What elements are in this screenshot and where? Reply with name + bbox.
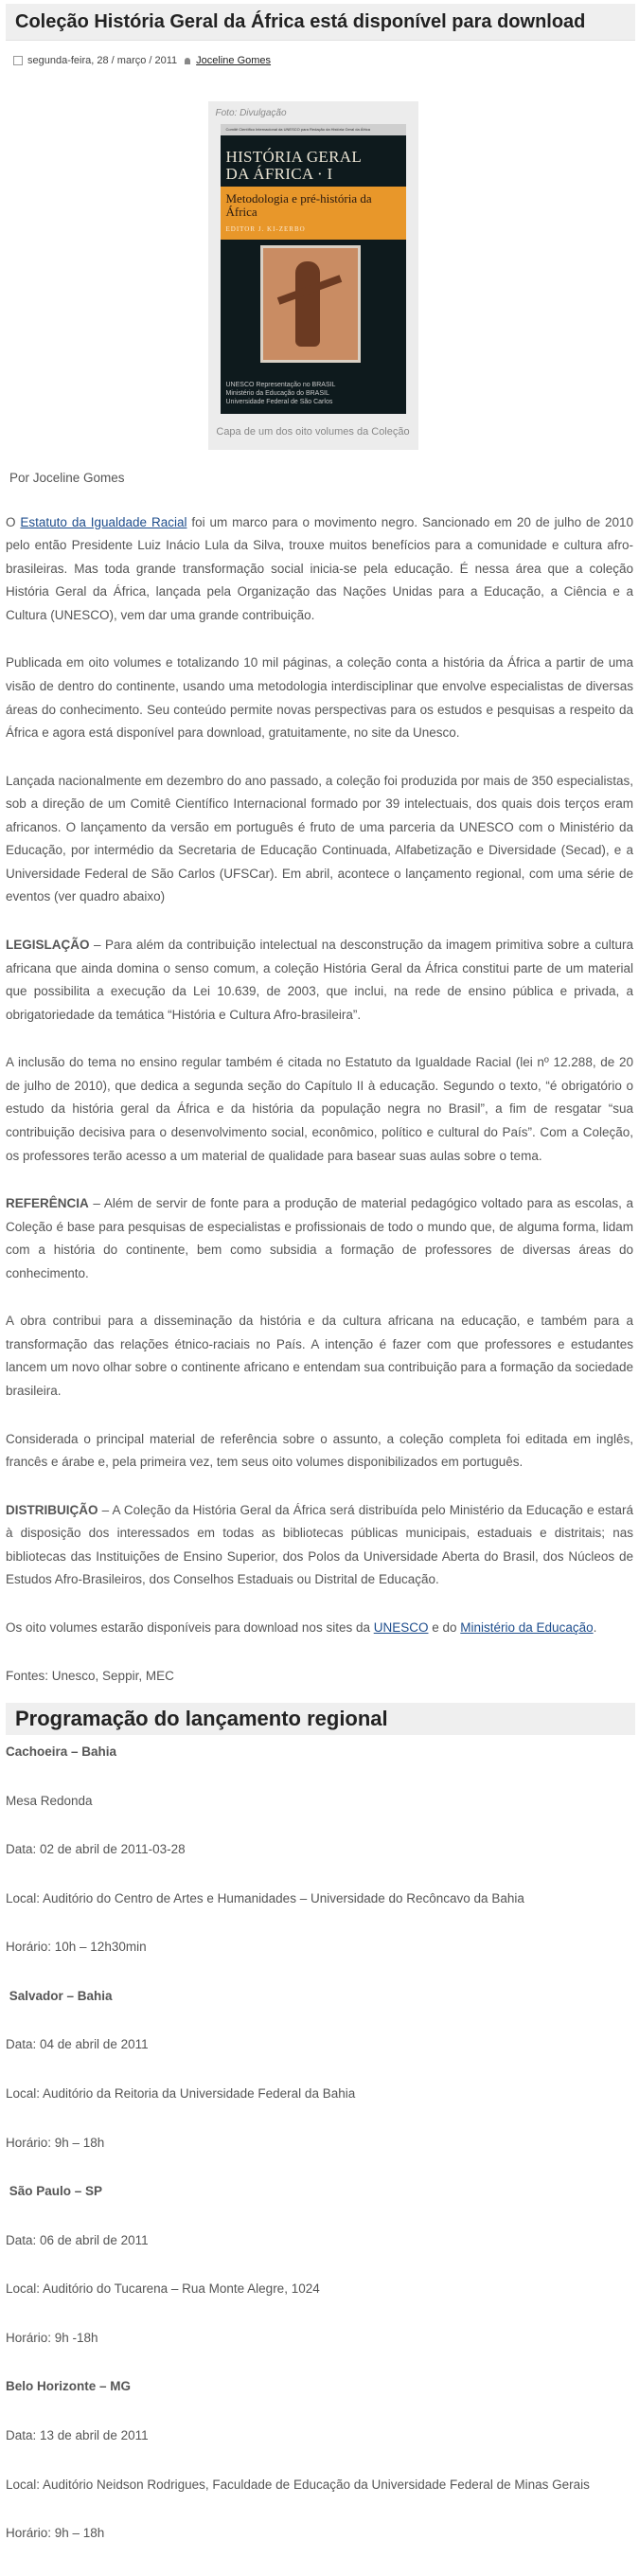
- mec-link[interactable]: Ministério da Educação: [460, 1619, 594, 1635]
- download-suffix: .: [593, 1619, 597, 1635]
- schedule: [6, 1741, 635, 2546]
- event-time: Horário: 10h – 12h30min: [6, 1940, 147, 1955]
- article-title: Coleção História Geral da África está disponível para download: [15, 11, 586, 32]
- figure: [208, 101, 418, 450]
- cover-title: [221, 135, 406, 183]
- figure-caption: Capa de um dos oito volumes da Coleção: [216, 426, 410, 438]
- legislacao-text: – Para além da contribuição intelectual na desconstrução da imagem primitiva sobre a cultura africana que ainda domina o senso comum, a coleção História Geral da África constitui parte de um material que possibilita a execução da Lei 10.639, de 2003, que inclui, na rede de ensino pública e privada, a obrigatoriedade da temática “História e Cultura Afro-brasileira”.: [6, 938, 633, 1022]
- calendar-icon: [13, 56, 23, 65]
- distribuicao-text: – A Coleção da História Geral da África será distribuída pelo Ministério da Educação e estará à disposição dos interessados em todas as bibliotecas públicas municipais, estaduais e distritais; nas bibliotecas das Instituições de Ensino Superior, dos Polos da Universidade Aberta do Brasil, dos Núcleos de Estudos Afro-Brasileiros, dos Conselhos Estaduais ou Distrital de Educação.: [6, 1502, 633, 1587]
- cover-footer-2: Ministério da Educação do BRASIL: [225, 390, 329, 397]
- section-title-bar: [6, 1703, 635, 1735]
- cover-title-line1: HISTÓRIA GERAL: [225, 148, 363, 166]
- paragraph-1: [6, 511, 633, 628]
- post-meta: [6, 41, 635, 75]
- cover-editor: EDITOR J. KI-ZERBO: [225, 225, 306, 233]
- book-cover-image[interactable]: [221, 124, 406, 414]
- author-link[interactable]: Joceline Gomes: [196, 55, 272, 67]
- cover-footer-3: Universidade Federal de São Carlos: [225, 399, 333, 405]
- user-icon: [185, 58, 190, 64]
- cover-footer: [226, 381, 336, 406]
- referencia-text: – Além de servir de fonte para a produção de material pedagógico voltado para as escolas, a Coleção é base para pesquisas de especialistas e profissionais de todo o mundo que, de alguma forma, lidam com a história do continente, bem como subsidia a formação de professores de diversas áreas do conhecimento.: [6, 1196, 633, 1280]
- title-bar: [6, 4, 635, 41]
- cover-footer-1: UNESCO Representação no BRASIL: [225, 382, 336, 388]
- post-date: segunda-feira, 28 / março / 2011: [27, 55, 178, 67]
- event-place: Local: Auditório do Tucarena – Rua Monte Alegre, 1024: [6, 2281, 320, 2297]
- event-place: Local: Auditório da Reitoria da Universidade Federal da Bahia: [6, 2086, 356, 2101]
- byline: Por Joceline Gomes: [9, 471, 125, 485]
- rock-art-figure: [295, 261, 320, 347]
- paragraph-2: Publicada em oito volumes e totalizando 10 mil páginas, a coleção conta a história da África a partir de uma visão de dentro do continente, usando uma metodologia interdisciplinar que envolve especialistas de diversas áreas do conhecimento. Seu conteúdo permite novas perspectivas para os estudos e pesquisas a respeito da África e agora está disponível para download, gratuitamente, no site da Unesco.: [6, 655, 633, 741]
- distribuicao-label: DISTRIBUIÇÃO: [6, 1502, 98, 1517]
- p1-prefix: O: [6, 514, 21, 529]
- event-city: [6, 1985, 635, 2009]
- unesco-link[interactable]: UNESCO: [373, 1619, 429, 1635]
- paragraph-legislacao: [6, 934, 633, 1027]
- event-date: Data: 13 de abril de 2011: [6, 2427, 149, 2442]
- cover-top-strip: Comitê Científico Internacional da UNESCO para Redação da História Geral da África: [221, 124, 406, 135]
- section-title: Programação do lançamento regional: [15, 1707, 388, 1731]
- cover-subtitle: Metodologia e pré-história da África: [225, 191, 372, 219]
- event-date: Data: 06 de abril de 2011: [6, 2232, 149, 2247]
- cover-subtitle-band: [221, 187, 406, 240]
- p1-text: foi um marco para o movimento negro. Sancionado em 20 de julho de 2010 pelo então Presidente Luiz Inácio Lula da Silva, trouxe muitos benefícios para a comunidade e cultura afro-brasileiras. Mas toda grande transformação social inicia-se pela educação. É nessa área que a coleção História Geral da África, lançada pela Organização das Nações Unidas para a Educação, a Ciência e a Cultura (UNESCO), vem dar uma grande contribuição.: [6, 514, 634, 622]
- event-time: Horário: 9h – 18h: [6, 2526, 105, 2541]
- event-date: Data: 02 de abril de 2011-03-28: [6, 1842, 186, 1857]
- article-body: [6, 511, 635, 1689]
- event-place: Local: Auditório Neidson Rodrigues, Faculdade de Educação da Universidade Federal de Minas Gerais: [6, 2477, 590, 2492]
- legislacao-label: LEGISLAÇÃO: [6, 938, 90, 952]
- event-format: Mesa Redonda: [6, 1793, 93, 1808]
- paragraph-download: [6, 1617, 633, 1640]
- event-date: Data: 04 de abril de 2011: [6, 2037, 149, 2052]
- cover-rock-art: [260, 245, 361, 363]
- download-middle: e do: [428, 1619, 461, 1635]
- sources: Fontes: Unesco, Seppir, MEC: [6, 1668, 174, 1683]
- paragraph-7: A obra contribui para a disseminação da história e da cultura africana na educação, e também para a transformação das relações étnico-raciais no País. A intenção é fazer com que professores e estudantes lancem um novo olhar sobre o continente africano e entendam sua contribuição para a formação da sociedade brasileira.: [6, 1314, 633, 1398]
- referencia-label: REFERÊNCIA: [6, 1196, 89, 1211]
- photo-credit: Foto: Divulgação: [215, 108, 287, 118]
- event-city-label: São Paulo – SP: [9, 2184, 103, 2199]
- paragraph-3: Lançada nacionalmente em dezembro do ano passado, a coleção foi produzida por mais de 350 especialistas, sob a direção de um Comitê Científico Internacional formado por 39 intelectuais, dos quais dois terços eram africanos. O lançamento da versão em português é fruto de uma parceria da UNESCO com o Ministério da Educação, por intermédio da Secretaria de Educação Continuada, Alfabetização e Diversidade (Secad), e a Universidade Federal de São Carlos (UFSCar). Em abril, acontece o lançamento regional, com uma série de eventos (ver quadro abaixo): [6, 773, 633, 904]
- event-city-label: Salvador – Bahia: [9, 1988, 113, 2003]
- paragraph-8: Considerada o principal material de referência sobre o assunto, a coleção completa foi editada em inglês, francês e árabe e, pela primeira vez, tem seus oito volumes disponibilizados em português.: [6, 1431, 633, 1470]
- cover-title-line2: DA ÁFRICA · I: [225, 165, 333, 183]
- event-city: Cachoeira – Bahia: [6, 1744, 117, 1760]
- paragraph-distribuicao: [6, 1499, 633, 1592]
- paragraph-referencia: [6, 1192, 633, 1285]
- event-place: Local: Auditório do Centro de Artes e Humanidades – Universidade do Recôncavo da Bahia: [6, 1890, 524, 1905]
- estatuto-link[interactable]: Estatuto da Igualdade Racial: [20, 514, 187, 529]
- download-prefix: Os oito volumes estarão disponíveis para download nos sites da: [6, 1619, 374, 1635]
- paragraph-5: A inclusão do tema no ensino regular também é citada no Estatuto da Igualdade Racial (lei nº 12.288, de 20 de julho de 2010), que dedica a segunda seção do Capítulo II à educação. Segundo o texto, “é obrigatório o estudo da história geral da África e da história da população negra no Brasil”, a fim de resgatar “sua contribuição decisiva para o desenvolvimento social, econômico, político e cultural do País”. Com a Coleção, os professores terão acesso a um material de qualidade para basear suas aulas sobre o tema.: [6, 1055, 633, 1163]
- event-time: Horário: 9h -18h: [6, 2330, 98, 2345]
- event-time: Horário: 9h – 18h: [6, 2135, 105, 2150]
- event-city: Belo Horizonte – MG: [6, 2379, 132, 2394]
- event-city: [6, 2180, 635, 2204]
